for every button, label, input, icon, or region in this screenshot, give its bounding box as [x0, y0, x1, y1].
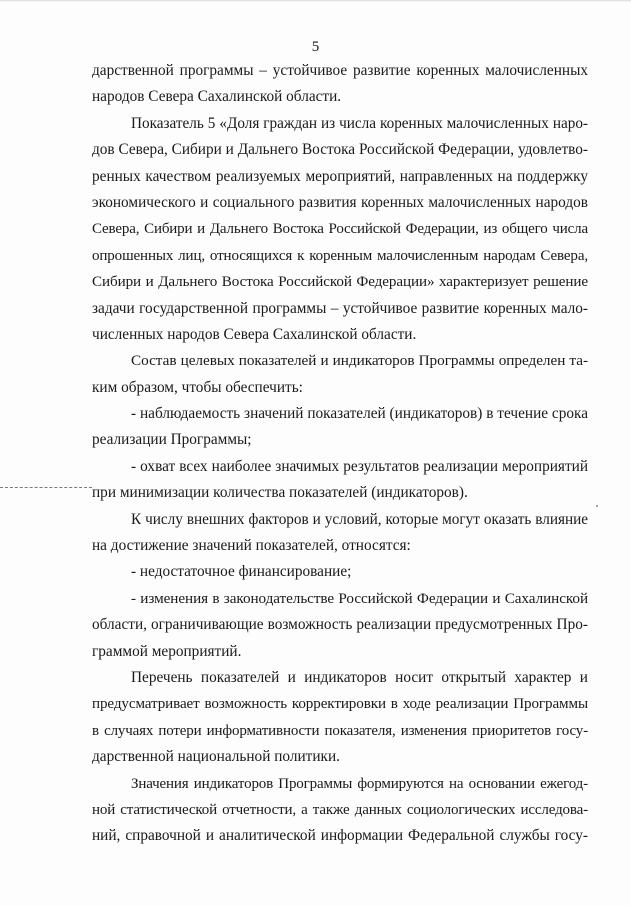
text-line: на достижение значений показателей, относятся: — [92, 537, 411, 555]
text-line: граммой мероприятий. — [92, 642, 242, 660]
text-line: дарственной национальной политики. — [92, 748, 340, 766]
text-line: Перечень показателей и индикаторов носит открытый характер и — [131, 668, 588, 686]
page-number: 5 — [311, 39, 320, 55]
text-line: реализации Программы; — [92, 431, 252, 449]
text-line: Сибири и Дальнего Востока Российской Федерации» характеризует решение — [92, 274, 588, 291]
text-line: Севера, Сибири и Дальнего Востока Российской Федерации, из общего числа — [92, 221, 588, 238]
text-line: в случаях потери информативности показателя, изменения приоритетов госу- — [92, 722, 588, 739]
text-line: предусматривает возможность корректировки в ходе реализации Программы — [92, 696, 588, 713]
text-line: Состав целевых показателей и индикаторов Программы определен та- — [131, 352, 588, 370]
text-line: народов Севера Сахалинской области. — [92, 88, 342, 106]
text-line: численных народов Севера Сахалинской области. — [92, 325, 417, 343]
text-line: дарственной программы – устойчивое развитие коренных малочисленных — [92, 62, 588, 79]
scan-edge — [0, 0, 631, 2]
text-line: опрошенных лиц, относящихся к коренным малочисленным народам Севера, — [92, 247, 588, 264]
text-line: - недостаточное финансирование; — [131, 563, 352, 581]
text-line: ной статистической отчетности, а также данных социологических исследова- — [92, 801, 588, 818]
text-line: ний, справочной и аналитической информации Федеральной службы госу- — [92, 827, 588, 845]
text-line: экономического и социального развития коренных малочисленных народов — [92, 193, 588, 211]
text-line: - изменения в законодательстве Российской Федерации и Сахалинской — [131, 589, 588, 607]
body-text — [92, 58, 588, 850]
text-line: ким образом, чтобы обеспечить: — [92, 378, 303, 396]
text-line: - охват всех наиболее значимых результатов реализации мероприятий — [131, 457, 588, 475]
text-line: Значения индикаторов Программы формируются на основании ежегод- — [131, 775, 588, 792]
text-line: области, ограничивающие возможность реализации предусмотренных Про- — [92, 616, 588, 634]
text-line: К числу внешних факторов и условий, которые могут оказать влияние — [131, 510, 588, 528]
text-line: дов Севера, Сибири и Дальнего Востока Российской Федерации, удовлетво- — [92, 141, 588, 159]
text-line: задачи государственной программы – устойчивое развитие коренных мало- — [92, 299, 588, 317]
text-line: при минимизации количества показателей (индикаторов). — [92, 484, 468, 502]
text-line: Показатель 5 «Доля граждан из числа коренных малочисленных наро- — [131, 114, 588, 132]
text-line: ренных качеством реализуемых мероприятий, направленных на поддержку — [92, 167, 588, 185]
scan-speck — [596, 505, 598, 507]
margin-dash-line — [0, 487, 92, 488]
text-line: - наблюдаемость значений показателей (индикаторов) в течение срока — [131, 405, 588, 423]
